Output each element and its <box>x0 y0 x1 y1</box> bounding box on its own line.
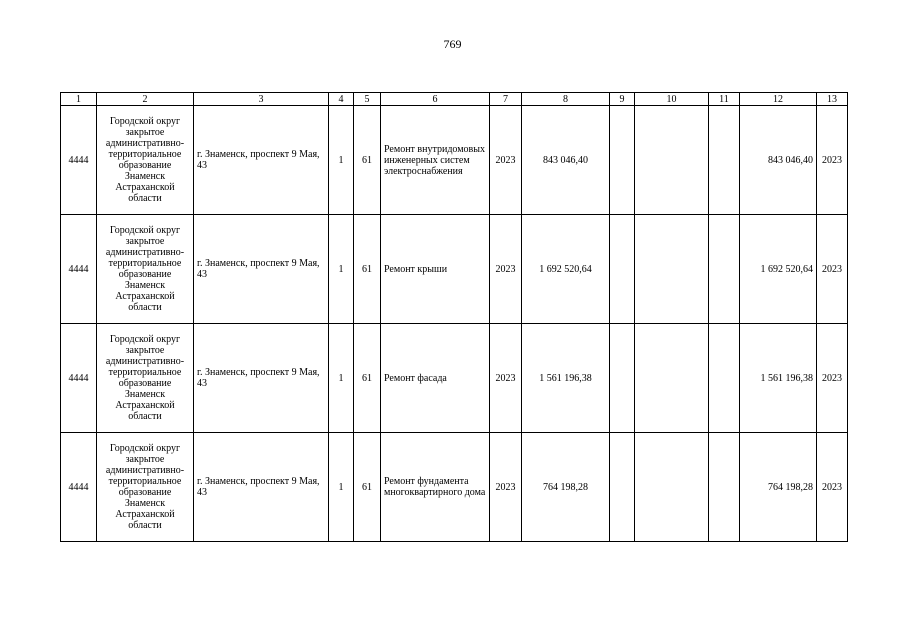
total-amount-cell: 843 046,40 <box>740 106 817 215</box>
empty-cell <box>610 106 635 215</box>
year-cell: 2023 <box>490 215 522 324</box>
year-cell: 2023 <box>817 433 848 542</box>
address-cell: г. Знаменск, проспект 9 Мая, 43 <box>194 106 329 215</box>
empty-cell <box>709 433 740 542</box>
value-cell: 1 <box>329 324 354 433</box>
address-cell: г. Знаменск, проспект 9 Мая, 43 <box>194 324 329 433</box>
column-header: 4 <box>329 93 354 106</box>
amount-cell: 1 561 196,38 <box>522 324 610 433</box>
year-cell: 2023 <box>490 324 522 433</box>
amount-cell: 764 198,28 <box>522 433 610 542</box>
value-cell: 61 <box>354 324 381 433</box>
row-number-cell: 4444 <box>61 433 97 542</box>
empty-cell <box>709 106 740 215</box>
year-cell: 2023 <box>490 433 522 542</box>
column-header: 1 <box>61 93 97 106</box>
empty-cell <box>635 215 709 324</box>
column-header: 12 <box>740 93 817 106</box>
municipality-cell: Городской округ закрытое административно-территориальное образование Знаменск Астраханской области <box>97 324 194 433</box>
empty-cell <box>635 106 709 215</box>
column-header: 13 <box>817 93 848 106</box>
amount-cell: 843 046,40 <box>522 106 610 215</box>
year-cell: 2023 <box>817 106 848 215</box>
year-cell: 2023 <box>817 324 848 433</box>
year-cell: 2023 <box>817 215 848 324</box>
address-cell: г. Знаменск, проспект 9 Мая, 43 <box>194 433 329 542</box>
column-header: 5 <box>354 93 381 106</box>
work-type-cell: Ремонт крыши <box>381 215 490 324</box>
work-type-cell: Ремонт фундамента многоквартирного дома <box>381 433 490 542</box>
value-cell: 61 <box>354 433 381 542</box>
table-row <box>61 215 848 324</box>
total-amount-cell: 1 692 520,64 <box>740 215 817 324</box>
column-header: 7 <box>490 93 522 106</box>
column-header: 6 <box>381 93 490 106</box>
column-header: 3 <box>194 93 329 106</box>
empty-cell <box>610 324 635 433</box>
table-row <box>61 106 848 215</box>
table-row <box>61 433 848 542</box>
empty-cell <box>610 433 635 542</box>
row-number-cell: 4444 <box>61 324 97 433</box>
total-amount-cell: 764 198,28 <box>740 433 817 542</box>
value-cell: 1 <box>329 215 354 324</box>
municipality-cell: Городской округ закрытое административно-территориальное образование Знаменск Астраханской области <box>97 106 194 215</box>
empty-cell <box>709 324 740 433</box>
address-cell: г. Знаменск, проспект 9 Мая, 43 <box>194 215 329 324</box>
amount-cell: 1 692 520,64 <box>522 215 610 324</box>
municipality-cell: Городской округ закрытое административно-территориальное образование Знаменск Астраханской области <box>97 433 194 542</box>
value-cell: 1 <box>329 433 354 542</box>
column-header: 11 <box>709 93 740 106</box>
value-cell: 1 <box>329 106 354 215</box>
empty-cell <box>635 324 709 433</box>
empty-cell <box>635 433 709 542</box>
column-header: 2 <box>97 93 194 106</box>
column-header: 10 <box>635 93 709 106</box>
table-row <box>61 324 848 433</box>
row-number-cell: 4444 <box>61 106 97 215</box>
page-number: 769 <box>443 37 462 51</box>
work-type-cell: Ремонт фасада <box>381 324 490 433</box>
empty-cell <box>709 215 740 324</box>
year-cell: 2023 <box>490 106 522 215</box>
total-amount-cell: 1 561 196,38 <box>740 324 817 433</box>
column-header: 9 <box>610 93 635 106</box>
table-header-row <box>61 93 848 106</box>
work-type-cell: Ремонт внутридомовых инженерных систем электроснабжения <box>381 106 490 215</box>
empty-cell <box>610 215 635 324</box>
repair-registry-table <box>60 92 848 542</box>
value-cell: 61 <box>354 106 381 215</box>
row-number-cell: 4444 <box>61 215 97 324</box>
municipality-cell: Городской округ закрытое административно-территориальное образование Знаменск Астраханской области <box>97 215 194 324</box>
column-header: 8 <box>522 93 610 106</box>
value-cell: 61 <box>354 215 381 324</box>
